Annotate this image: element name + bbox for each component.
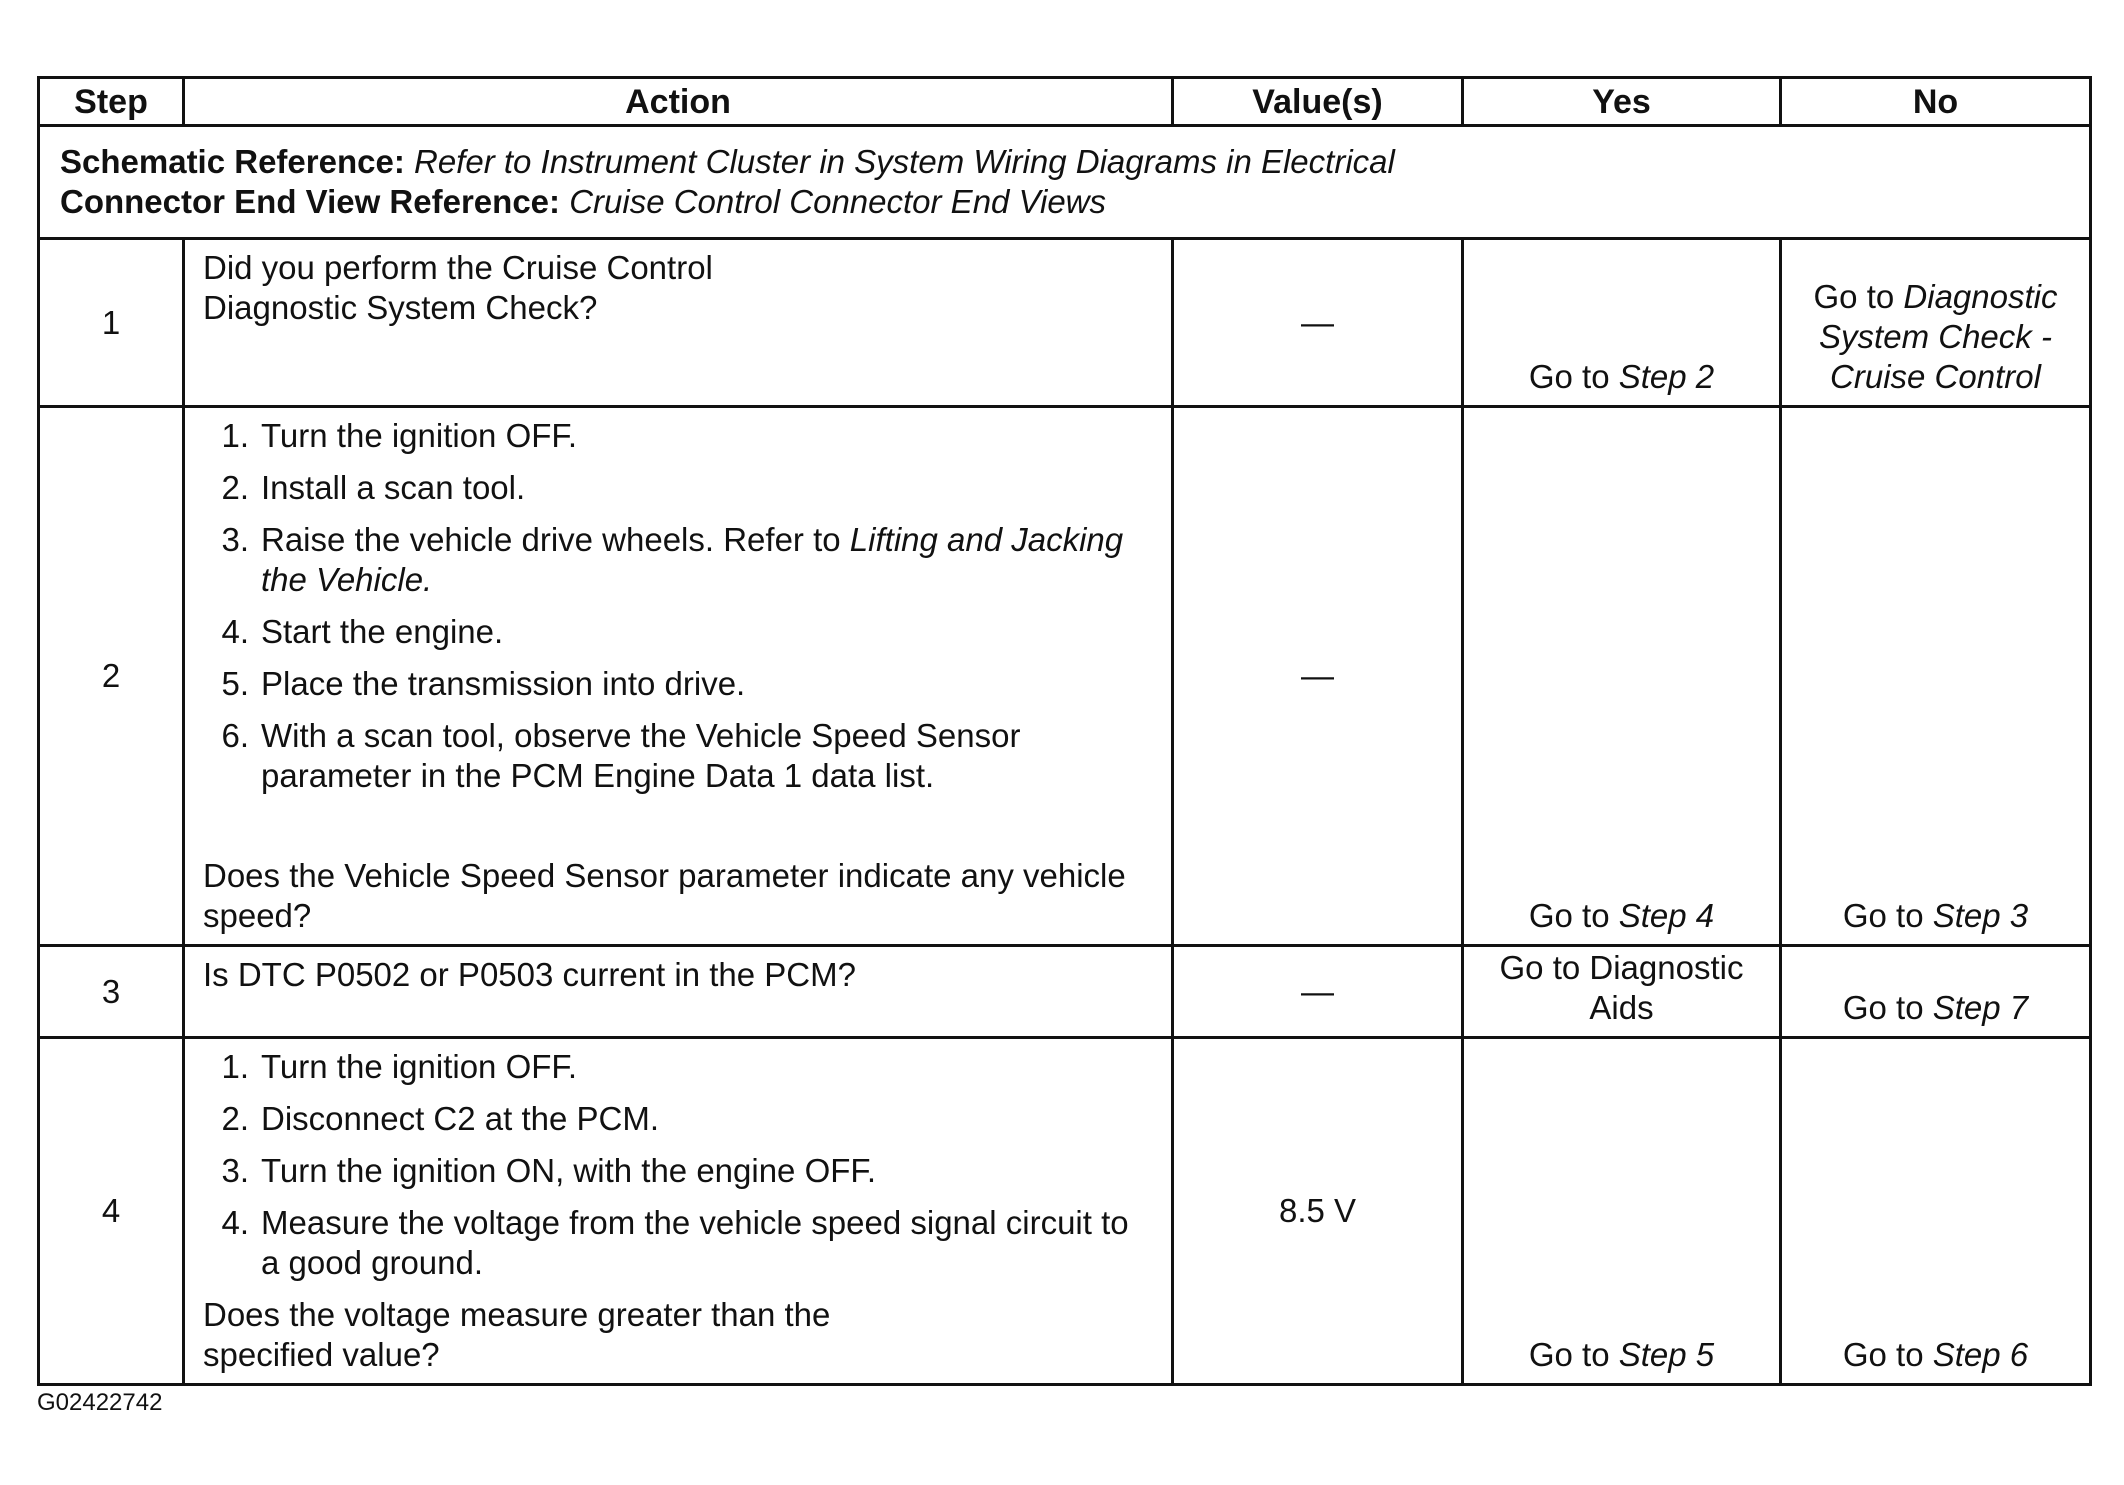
list-item (221, 1203, 1155, 1283)
figure-id: G02422742 (37, 1389, 163, 1416)
references-cell (39, 126, 2091, 239)
yes-link[interactable]: Step 5 (1618, 1336, 1715, 1373)
no-prefix: Go to (1842, 989, 1924, 1026)
step-number: 3 (39, 946, 184, 1038)
item-text: With a scan tool, observe the Vehicle Speed Sensor parameter in the PCM Engine Data 1 data list. (261, 717, 1021, 794)
connector-reference-label: Connector End View Reference: (60, 183, 561, 220)
item-text: Install a scan tool. (261, 469, 526, 506)
list-item (221, 1099, 1155, 1139)
item-text: Turn the ignition OFF. (261, 1048, 578, 1085)
step-number: 1 (39, 239, 184, 407)
yes-cell (1463, 407, 1781, 946)
no-cell (1781, 407, 2091, 946)
item-number: 2. (221, 1100, 249, 1137)
header-action: Action (184, 78, 1173, 126)
yes-prefix: Go to (1528, 1336, 1610, 1373)
yes-text[interactable]: Go to Diagnostic Aids (1499, 949, 1744, 1026)
no-cell (1781, 1038, 2091, 1385)
action-question: Is DTC P0502 or P0503 current in the PCM? (203, 956, 856, 993)
list-item (221, 520, 1155, 600)
table-row (39, 946, 2091, 1038)
item-number: 1. (221, 1048, 249, 1085)
list-item (221, 716, 1155, 796)
yes-link[interactable]: Step 4 (1618, 897, 1715, 934)
item-text: Disconnect C2 at the PCM. (261, 1100, 659, 1137)
procedure-list (203, 416, 1155, 796)
table-row (39, 407, 2091, 946)
schematic-reference-label: Schematic Reference: (60, 143, 405, 180)
list-item (221, 664, 1155, 704)
action-cell (184, 1038, 1173, 1385)
no-prefix: Go to (1842, 1336, 1924, 1373)
item-text: Start the engine. (261, 613, 504, 650)
step-number: 2 (39, 407, 184, 946)
schematic-reference (60, 142, 2069, 182)
item-number: 3. (221, 1152, 249, 1189)
no-link[interactable]: Step 6 (1932, 1336, 2029, 1373)
item-number: 4. (221, 1204, 249, 1241)
diagnostic-table (37, 76, 2092, 1386)
item-text: Turn the ignition OFF. (261, 417, 578, 454)
item-number: 4. (221, 613, 249, 650)
item-link[interactable]: Lifting and Jacking the Vehicle. (261, 521, 1124, 598)
item-text: Raise the vehicle drive wheels. Refer to (261, 521, 841, 558)
no-link[interactable]: Step 7 (1932, 989, 2029, 1026)
yes-cell (1463, 1038, 1781, 1385)
value-cell: — (1173, 946, 1463, 1038)
no-cell (1781, 946, 2091, 1038)
yes-prefix: Go to (1528, 897, 1610, 934)
action-question: Does the voltage measure greater than the specified value? (203, 1296, 831, 1373)
connector-reference-text: Cruise Control Connector End Views (569, 183, 1107, 220)
value-cell: — (1173, 407, 1463, 946)
list-item (221, 612, 1155, 652)
action-cell (184, 239, 1173, 407)
value-cell: 8.5 V (1173, 1038, 1463, 1385)
yes-cell (1463, 239, 1781, 407)
schematic-reference-text: Refer to Instrument Cluster in System Wiring Diagrams in Electrical (414, 143, 1395, 180)
no-link[interactable]: Step 3 (1932, 897, 2029, 934)
action-cell (184, 407, 1173, 946)
item-number: 2. (221, 469, 249, 506)
procedure-list (203, 1047, 1155, 1283)
header-yes: Yes (1463, 78, 1781, 126)
action-question: Does the Vehicle Speed Sensor parameter indicate any vehicle speed? (203, 857, 1126, 934)
no-prefix: Go to (1842, 897, 1924, 934)
header-no: No (1781, 78, 2091, 126)
item-number: 6. (221, 717, 249, 754)
table-row (39, 239, 2091, 407)
step-number: 4 (39, 1038, 184, 1385)
header-step: Step (39, 78, 184, 126)
list-item (221, 468, 1155, 508)
action-question: Did you perform the Cruise Control Diagnostic System Check? (203, 249, 713, 326)
item-number: 1. (221, 417, 249, 454)
list-item (221, 1151, 1155, 1191)
item-number: 5. (221, 665, 249, 702)
item-number: 3. (221, 521, 249, 558)
table-header-row (39, 78, 2091, 126)
item-text: Turn the ignition ON, with the engine OFF. (261, 1152, 877, 1189)
action-cell (184, 946, 1173, 1038)
table-row (39, 1038, 2091, 1385)
references-row (39, 126, 2091, 239)
list-item (221, 416, 1155, 456)
list-item (221, 1047, 1155, 1087)
no-cell (1781, 239, 2091, 407)
item-text: Measure the voltage from the vehicle speed signal circuit to a good ground. (261, 1204, 1129, 1281)
connector-reference (60, 182, 2069, 222)
value-cell: — (1173, 239, 1463, 407)
yes-link[interactable]: Step 2 (1618, 358, 1715, 395)
no-prefix: Go to (1813, 278, 1895, 315)
item-text: Place the transmission into drive. (261, 665, 746, 702)
header-values: Value(s) (1173, 78, 1463, 126)
yes-cell (1463, 946, 1781, 1038)
yes-prefix: Go to (1528, 358, 1610, 395)
no-link[interactable]: Diagnostic System Check - Cruise Control (1819, 278, 2058, 395)
